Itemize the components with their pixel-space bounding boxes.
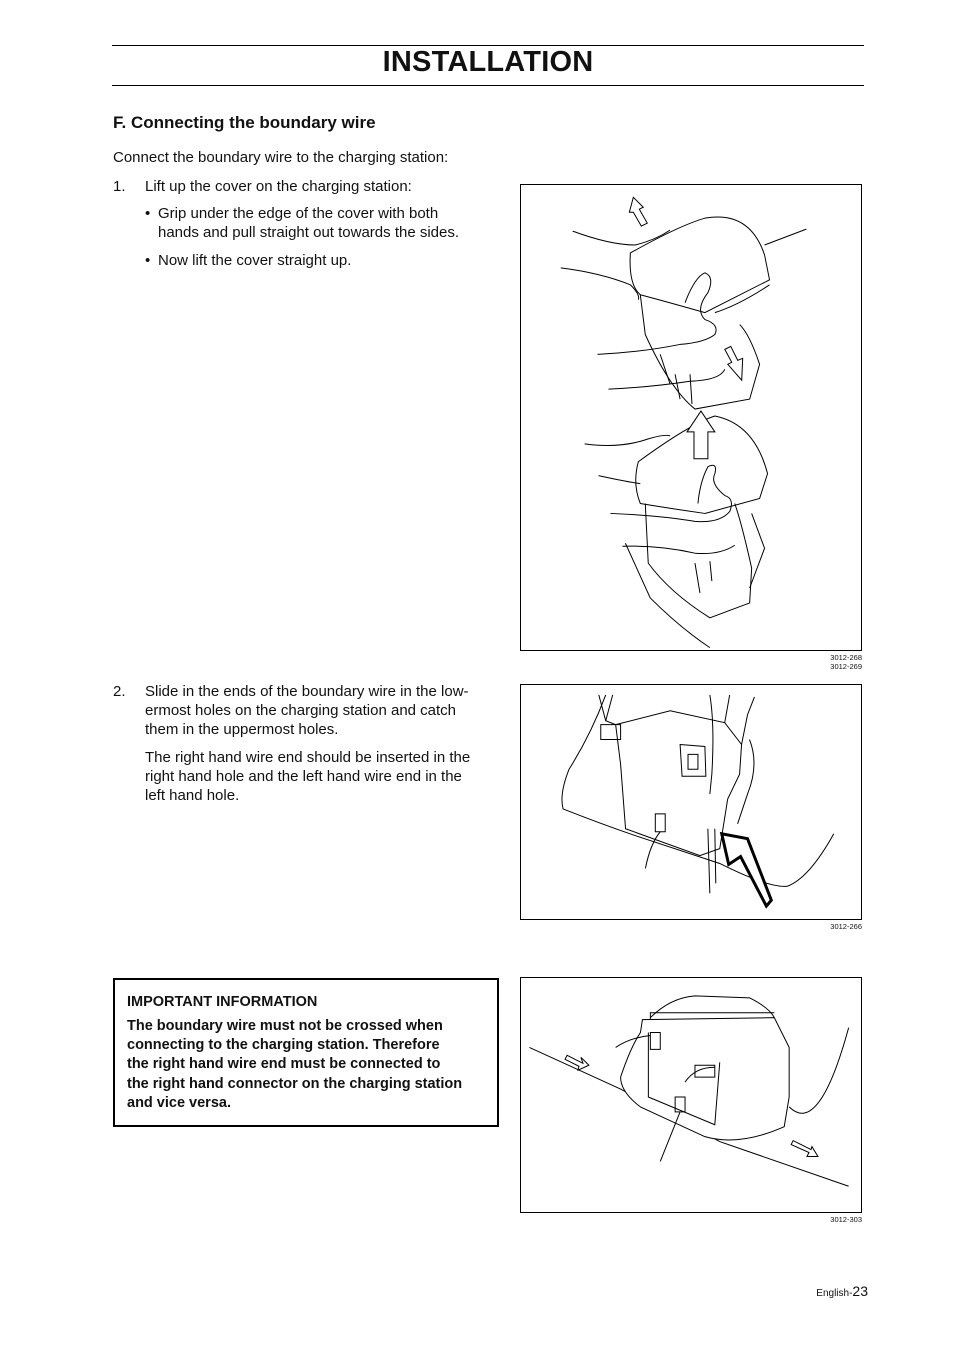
bullet-1-marker: • bbox=[145, 205, 151, 222]
important-info-line-3: the right hand wire end must be connected to bbox=[127, 1056, 441, 1073]
footer-language: English- bbox=[816, 1288, 853, 1299]
important-info-line-4: the right hand connector on the charging station bbox=[127, 1075, 463, 1092]
important-info-line-5: and vice versa. bbox=[127, 1094, 231, 1111]
step-2-line-2: ermost holes on the charging station and catch bbox=[145, 702, 457, 719]
bullet-2-line-1: Now lift the cover straight up. bbox=[158, 252, 352, 269]
page-number: 23 bbox=[852, 1283, 868, 1299]
intro-text: Connect the boundary wire to the charging station: bbox=[113, 149, 449, 166]
bullet-1-line-1: Grip under the edge of the cover with both bbox=[158, 205, 439, 222]
step-2-note-line-1: The right hand wire end should be inserted in the bbox=[145, 749, 471, 766]
important-info-box bbox=[113, 978, 499, 1127]
step-2-note-line-2: right hand hole and the left hand wire end in the bbox=[145, 768, 462, 785]
figure-2-code: 3012-266 bbox=[830, 922, 862, 931]
step-2-line-3: them in the uppermost holes. bbox=[145, 721, 339, 738]
lift-cover-illustration bbox=[521, 185, 861, 650]
wire-routing-illustration bbox=[521, 978, 861, 1212]
step-1-text: Lift up the cover on the charging station: bbox=[145, 178, 412, 195]
step-1-number: 1. bbox=[113, 178, 126, 195]
header-rule-bottom bbox=[112, 85, 864, 86]
step-2-note-line-3: left hand hole. bbox=[145, 787, 240, 804]
figure-3-code: 3012-303 bbox=[830, 1215, 862, 1224]
figure-insert-wire bbox=[520, 684, 862, 920]
section-heading: F. Connecting the boundary wire bbox=[113, 113, 376, 132]
figure-1-code-1: 3012-268 bbox=[830, 653, 862, 662]
step-2-number: 2. bbox=[113, 683, 126, 700]
important-info-line-1: The boundary wire must not be crossed when bbox=[127, 1018, 443, 1034]
bullet-2-marker: • bbox=[145, 252, 151, 269]
important-info-heading: IMPORTANT INFORMATION bbox=[127, 994, 318, 1010]
figure-lift-cover bbox=[520, 184, 862, 651]
bullet-1-line-2: hands and pull straight out towards the sides. bbox=[158, 224, 460, 241]
figure-1-code-2: 3012-269 bbox=[830, 662, 862, 671]
step-2-line-1: Slide in the ends of the boundary wire in the low- bbox=[145, 683, 469, 700]
page-title: INSTALLATION bbox=[382, 46, 594, 78]
page-footer bbox=[816, 1283, 868, 1299]
figure-wire-routing bbox=[520, 977, 862, 1213]
important-info-line-2: connecting to the charging station. Therefore bbox=[127, 1037, 440, 1054]
insert-wire-illustration bbox=[521, 685, 861, 919]
